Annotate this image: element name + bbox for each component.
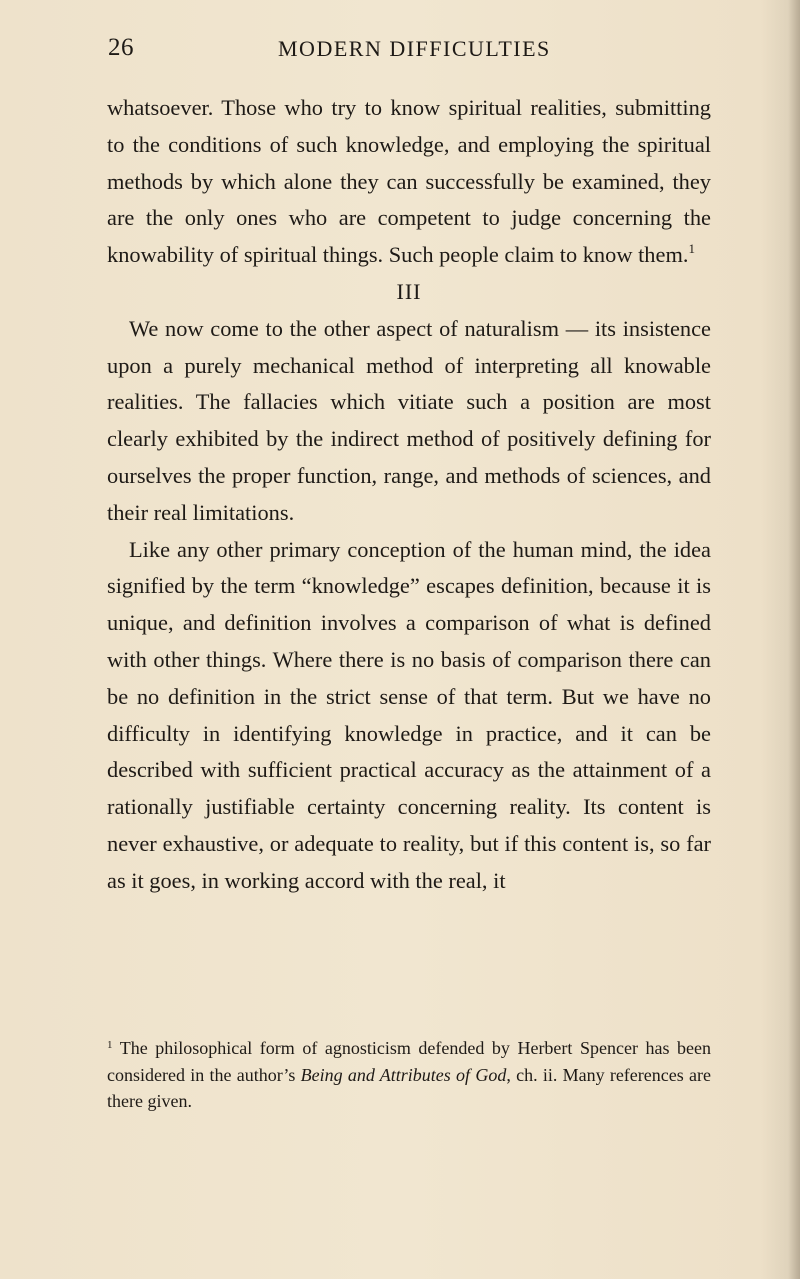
page-header [108, 34, 708, 74]
footnote-text-after: , ch. ii. Many references are there given. [107, 1064, 711, 1111]
running-head: MODERN DIFFICULTIES [278, 36, 551, 61]
footnote-book-title: Being and Attributes of God [300, 1064, 507, 1085]
footnote-reference: 1 [688, 241, 695, 257]
footnote-1 [107, 1035, 711, 1115]
paragraph-3: Like any other primary conception of the human mind, the idea signified by the term “knowledge” escapes definition, because it is unique, and definition involves a comparison of what is defined with other things. Where there is no basis of comparison there can be no definition in the strict sense of that term. But we have no difficulty in identifying knowledge in practice, and it can be described with sufficient practical accuracy as the attainment of a rationally justifiable certainty concerning reality. Its content is never exhaustive, or adequate to reality, but if this content is, so far as it goes, in working accord with the real, it [107, 536, 711, 893]
footnote-text-before: The philosophical form of agnosticism defended by Herbert Spencer has been considered in the author’s [107, 1038, 711, 1085]
page-number: 26 [108, 34, 134, 61]
paragraph-2: We now come to the other aspect of naturalism — its insistence upon a purely mechanical method of interpreting all knowable realities. The fallacies which vitiate such a position are most clearly exhibited by the indirect method of positively defining for ourselves the proper function, range, and methods of sciences, and their real limitations. [107, 315, 711, 525]
paragraph-1 [107, 90, 711, 274]
page-edge-shadow [788, 0, 800, 1279]
footnote-mark: 1 [107, 1039, 113, 1051]
footnotes [107, 1035, 711, 1115]
paragraph-1-text: whatsoever. Those who try to know spiritual realities, submitting to the conditions of such knowledge, and employing the spiritual methods by which alone they can successfully be examined, they are the only ones who are competent to judge concerning the knowability of spiritual things. Such people claim to know them. [107, 95, 711, 268]
section-heading: III [396, 278, 422, 304]
body-text [107, 90, 711, 900]
